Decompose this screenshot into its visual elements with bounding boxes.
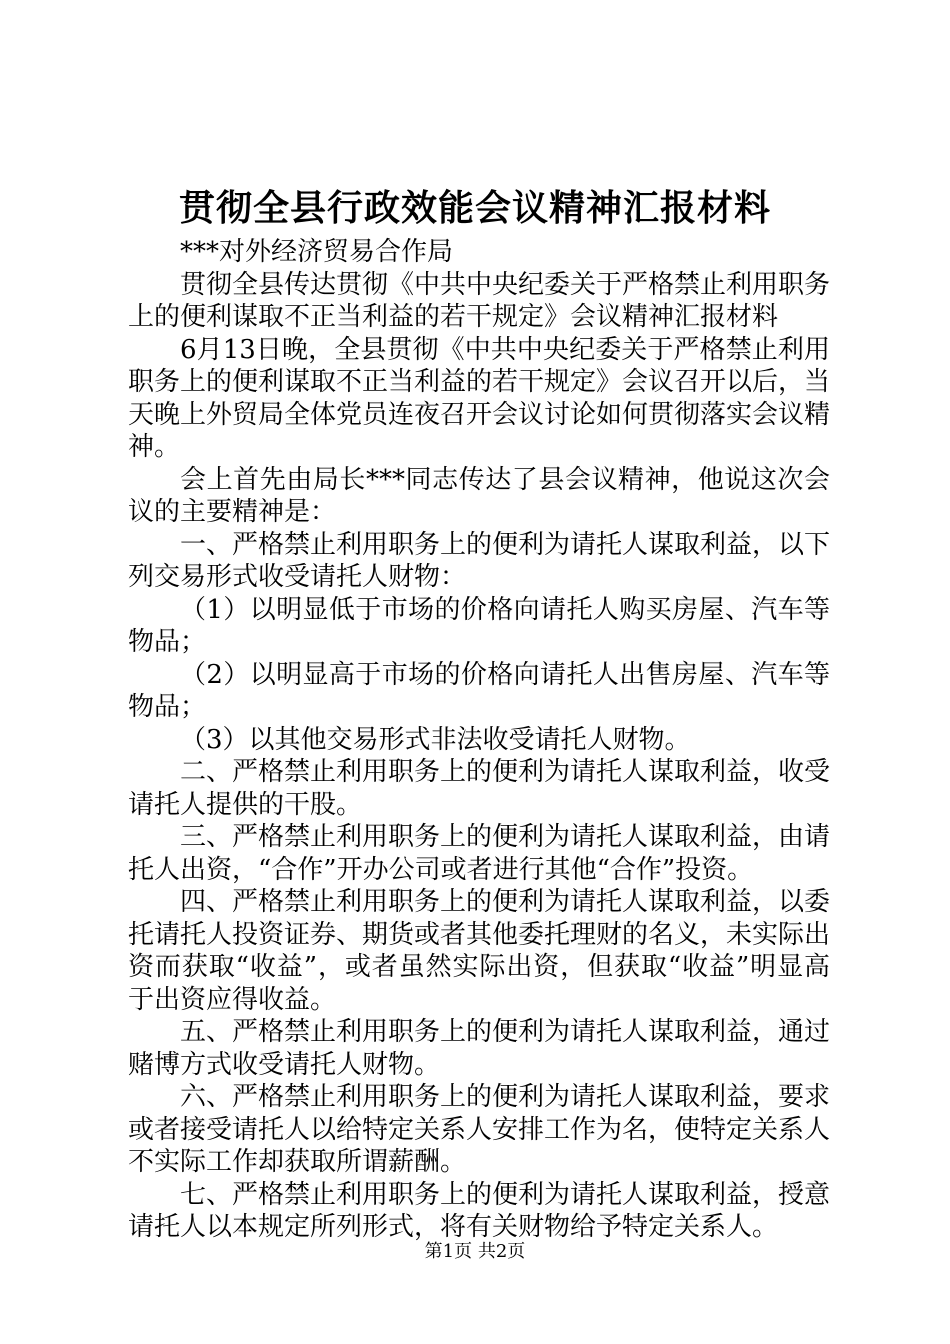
paragraph: 会上首先由局长***同志传达了县会议精神，他说这次会议的主要精神是： bbox=[128, 464, 830, 527]
list-item: （2）以明显高于市场的价格向请托人出售房屋、汽车等物品； bbox=[128, 659, 830, 722]
paragraph: 一、严格禁止利用职务上的便利为请托人谋取利益，以下列交易形式收受请托人财物： bbox=[128, 529, 831, 592]
list-item: （1）以明显低于市场的价格向请托人购买房屋、汽车等物品； bbox=[128, 594, 830, 657]
page-footer: 第1页 共2页 bbox=[424, 1241, 526, 1262]
list-item: （3）以其他交易形式非法收受请托人财物。 bbox=[180, 724, 691, 755]
paragraph: 六、严格禁止利用职务上的便利为请托人谋取利益，要求或者接受请托人以给特定关系人安排工作为名，使特定关系人不实际工作却获取所谓薪酬。 bbox=[128, 1082, 831, 1177]
org-line: ***对外经济贸易合作局 bbox=[180, 237, 454, 267]
document-title: 贯彻全县行政效能会议精神汇报材料 bbox=[178, 187, 771, 229]
paragraph: 四、严格禁止利用职务上的便利为请托人谋取利益，以委托请托人投资证券、期货或者其他委托理财的名义，未实际出资而获取“收益”，或者虽然实际出资，但获取“收益”明显高于出资应得收益。 bbox=[128, 887, 831, 1015]
paragraph: 五、严格禁止利用职务上的便利为请托人谋取利益，通过赌博方式收受请托人财物。 bbox=[128, 1017, 831, 1080]
paragraph: 三、严格禁止利用职务上的便利为请托人谋取利益，由请托人出资，“合作”开办公司或者进行其他“合作”投资。 bbox=[128, 822, 831, 885]
paragraph: 贯彻全县传达贯彻《中共中央纪委关于严格禁止利用职务上的便利谋取不正当利益的若干规定》会议精神汇报材料 bbox=[128, 269, 831, 332]
paragraph: 七、严格禁止利用职务上的便利为请托人谋取利益，授意请托人以本规定所列形式，将有关财物给予特定关系人。 bbox=[128, 1179, 831, 1242]
paragraph: 二、严格禁止利用职务上的便利为请托人谋取利益，收受请托人提供的干股。 bbox=[128, 757, 831, 820]
paragraph: 6月13日晚，全县贯彻《中共中央纪委关于严格禁止利用职务上的便利谋取不正当利益的若干规定》会议召开以后，当天晚上外贸局全体党员连夜召开会议讨论如何贯彻落实会议精神。 bbox=[128, 334, 831, 462]
document-body bbox=[128, 236, 830, 1244]
